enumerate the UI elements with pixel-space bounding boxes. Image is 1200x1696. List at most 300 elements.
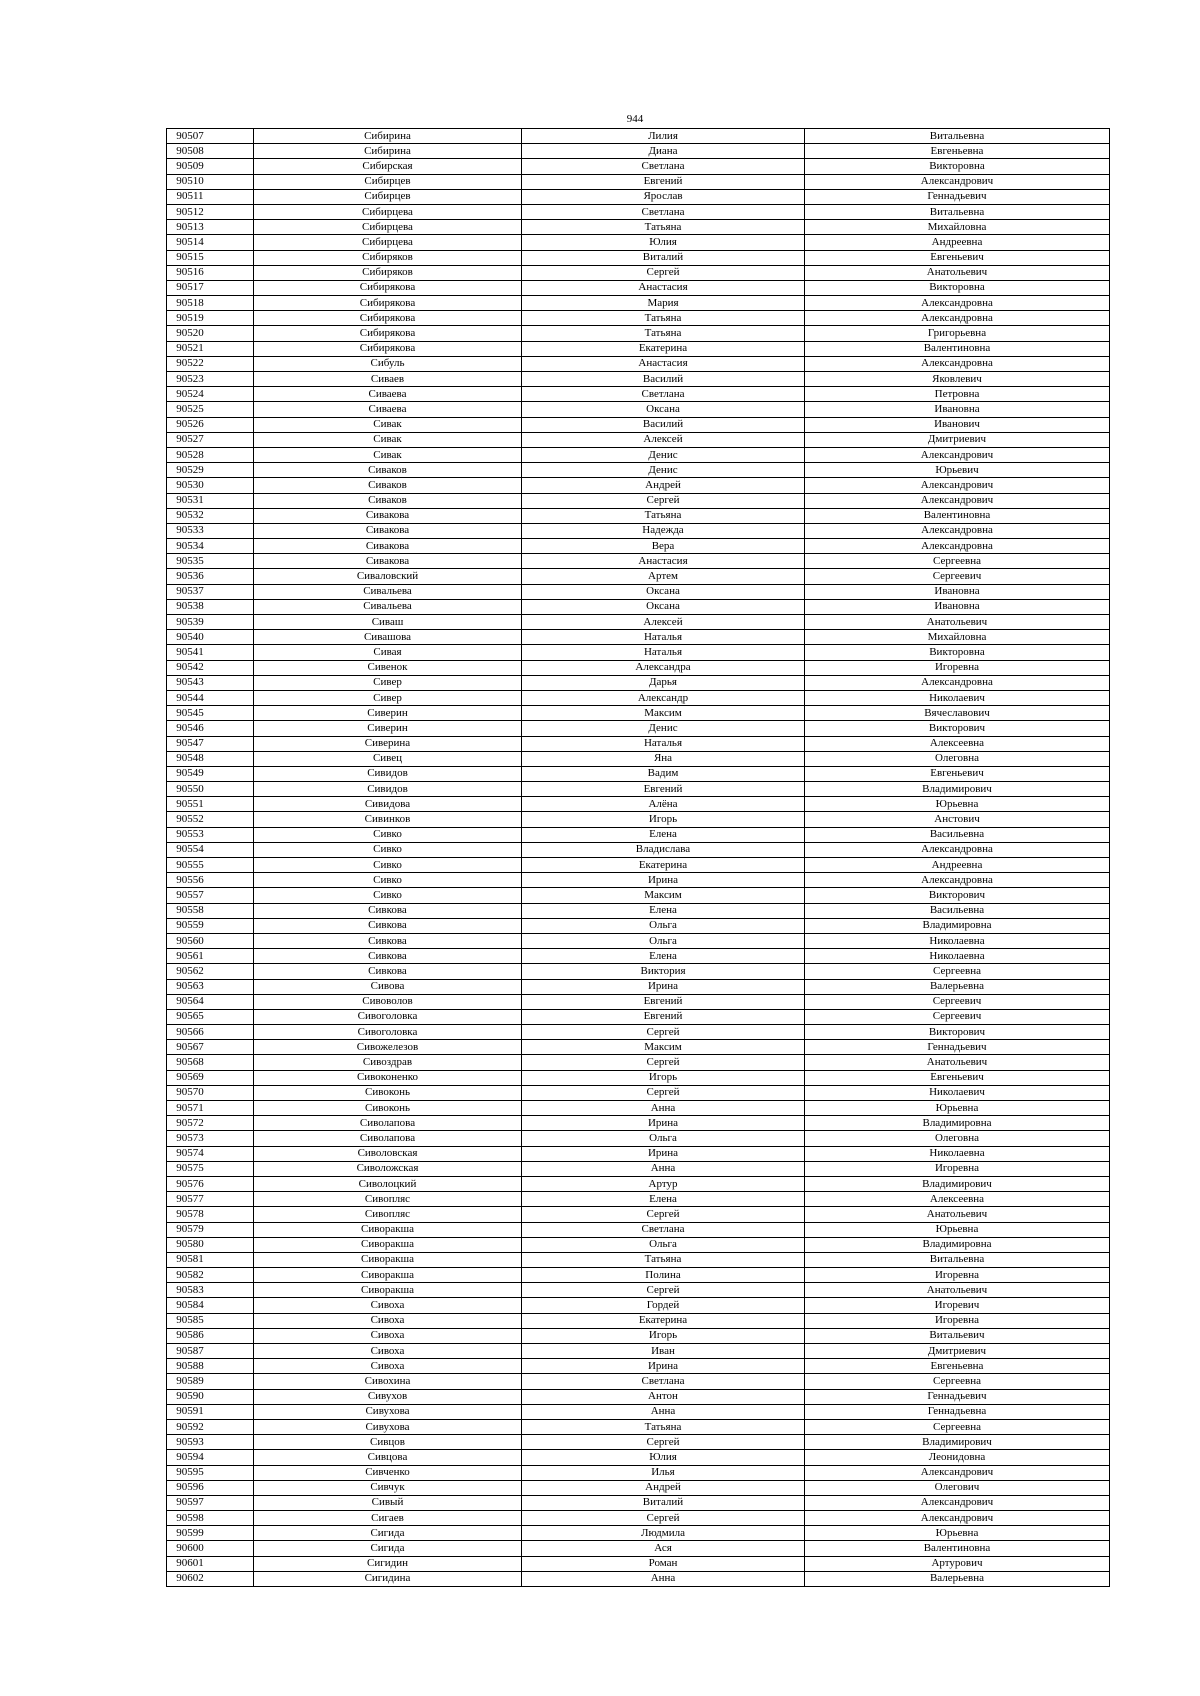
first-name-cell: Алексей (522, 615, 805, 630)
last-name-cell: Сивкова (254, 903, 522, 918)
last-name-cell: Сивко (254, 858, 522, 873)
patronymic-cell: Игоревна (805, 1161, 1110, 1176)
last-name-cell: Сивоха (254, 1313, 522, 1328)
record-number-cell: 90554 (167, 842, 254, 857)
first-name-cell: Анна (522, 1571, 805, 1586)
patronymic-cell: Михайловна (805, 220, 1110, 235)
last-name-cell: Сивидова (254, 797, 522, 812)
patronymic-cell: Ивановна (805, 402, 1110, 417)
table-row (167, 539, 1110, 554)
record-number-cell: 90592 (167, 1419, 254, 1434)
last-name-cell: Сивоволов (254, 994, 522, 1009)
record-number-cell: 90535 (167, 554, 254, 569)
patronymic-cell: Григорьевна (805, 326, 1110, 341)
record-number-cell: 90533 (167, 523, 254, 538)
patronymic-cell: Викторовна (805, 280, 1110, 295)
last-name-cell: Сивкова (254, 933, 522, 948)
record-number-cell: 90588 (167, 1359, 254, 1374)
patronymic-cell: Александрович (805, 447, 1110, 462)
record-number-cell: 90557 (167, 888, 254, 903)
first-name-cell: Ирина (522, 979, 805, 994)
patronymic-cell: Александровна (805, 873, 1110, 888)
first-name-cell: Юлия (522, 235, 805, 250)
first-name-cell: Ольга (522, 1237, 805, 1252)
table-row (167, 478, 1110, 493)
table-row (167, 189, 1110, 204)
patronymic-cell: Александрович (805, 174, 1110, 189)
patronymic-cell: Александровна (805, 539, 1110, 554)
table-row (167, 888, 1110, 903)
last-name-cell: Сивидов (254, 782, 522, 797)
patronymic-cell: Валерьевна (805, 979, 1110, 994)
record-number-cell: 90548 (167, 751, 254, 766)
patronymic-cell: Витальевна (805, 129, 1110, 144)
record-number-cell: 90518 (167, 296, 254, 311)
table-row (167, 873, 1110, 888)
first-name-cell: Денис (522, 463, 805, 478)
last-name-cell: Сиваков (254, 493, 522, 508)
patronymic-cell: Дмитриевич (805, 432, 1110, 447)
patronymic-cell: Юрьевна (805, 797, 1110, 812)
patronymic-cell: Николаевна (805, 949, 1110, 964)
patronymic-cell: Викторович (805, 888, 1110, 903)
table-row (167, 144, 1110, 159)
record-number-cell: 90523 (167, 372, 254, 387)
patronymic-cell: Игоревна (805, 1313, 1110, 1328)
record-number-cell: 90583 (167, 1283, 254, 1298)
last-name-cell: Сигидина (254, 1571, 522, 1586)
record-number-cell: 90539 (167, 615, 254, 630)
last-name-cell: Сибирякова (254, 341, 522, 356)
patronymic-cell: Витальевна (805, 1252, 1110, 1267)
table-row (167, 417, 1110, 432)
record-number-cell: 90541 (167, 645, 254, 660)
first-name-cell: Максим (522, 1040, 805, 1055)
record-number-cell: 90566 (167, 1025, 254, 1040)
table-row (167, 1283, 1110, 1298)
first-name-cell: Анна (522, 1404, 805, 1419)
patronymic-cell: Витальевна (805, 204, 1110, 219)
first-name-cell: Елена (522, 1192, 805, 1207)
patronymic-cell: Анатольевич (805, 265, 1110, 280)
patronymic-cell: Валентиновна (805, 508, 1110, 523)
last-name-cell: Сивец (254, 751, 522, 766)
record-number-cell: 90575 (167, 1161, 254, 1176)
last-name-cell: Сивцова (254, 1450, 522, 1465)
record-number-cell: 90596 (167, 1480, 254, 1495)
first-name-cell: Евгений (522, 174, 805, 189)
table-row (167, 341, 1110, 356)
record-number-cell: 90560 (167, 933, 254, 948)
record-number-cell: 90517 (167, 280, 254, 295)
table-row (167, 1313, 1110, 1328)
record-number-cell: 90595 (167, 1465, 254, 1480)
last-name-cell: Сибиряков (254, 265, 522, 280)
first-name-cell: Анастасия (522, 356, 805, 371)
table-row (167, 402, 1110, 417)
first-name-cell: Яна (522, 751, 805, 766)
last-name-cell: Сибиряков (254, 250, 522, 265)
table-row (167, 1389, 1110, 1404)
first-name-cell: Анастасия (522, 280, 805, 295)
table-row (167, 949, 1110, 964)
last-name-cell: Сивухова (254, 1404, 522, 1419)
record-number-cell: 90551 (167, 797, 254, 812)
last-name-cell: Сибирякова (254, 311, 522, 326)
last-name-cell: Сибирякова (254, 326, 522, 341)
patronymic-cell: Михайловна (805, 630, 1110, 645)
table-row (167, 508, 1110, 523)
table-row (167, 751, 1110, 766)
last-name-cell: Сивер (254, 690, 522, 705)
record-number-cell: 90552 (167, 812, 254, 827)
first-name-cell: Ольга (522, 933, 805, 948)
table-row (167, 1146, 1110, 1161)
table-row (167, 782, 1110, 797)
last-name-cell: Сивинков (254, 812, 522, 827)
table-row (167, 706, 1110, 721)
first-name-cell: Екатерина (522, 858, 805, 873)
last-name-cell: Сиволоцкий (254, 1176, 522, 1191)
record-number-cell: 90524 (167, 387, 254, 402)
first-name-cell: Ирина (522, 1146, 805, 1161)
last-name-cell: Сиворакша (254, 1252, 522, 1267)
patronymic-cell: Викторовна (805, 645, 1110, 660)
last-name-cell: Сибирякова (254, 296, 522, 311)
table-row (167, 630, 1110, 645)
record-number-cell: 90561 (167, 949, 254, 964)
first-name-cell: Светлана (522, 159, 805, 174)
last-name-cell: Сиверина (254, 736, 522, 751)
table-row (167, 736, 1110, 751)
patronymic-cell: Николаевич (805, 690, 1110, 705)
table-row (167, 174, 1110, 189)
record-number-cell: 90532 (167, 508, 254, 523)
record-number-cell: 90536 (167, 569, 254, 584)
table-row (167, 660, 1110, 675)
patronymic-cell: Геннадьевич (805, 189, 1110, 204)
record-number-cell: 90530 (167, 478, 254, 493)
patronymic-cell: Александровна (805, 311, 1110, 326)
record-number-cell: 90569 (167, 1070, 254, 1085)
record-number-cell: 90585 (167, 1313, 254, 1328)
last-name-cell: Сиволожская (254, 1161, 522, 1176)
table-row (167, 858, 1110, 873)
last-name-cell: Сивцов (254, 1435, 522, 1450)
record-number-cell: 90570 (167, 1085, 254, 1100)
record-number-cell: 90590 (167, 1389, 254, 1404)
last-name-cell: Сивоголовка (254, 1025, 522, 1040)
table-row (167, 1419, 1110, 1434)
patronymic-cell: Александрович (805, 1495, 1110, 1510)
first-name-cell: Денис (522, 721, 805, 736)
first-name-cell: Елена (522, 903, 805, 918)
first-name-cell: Максим (522, 706, 805, 721)
table-row (167, 690, 1110, 705)
patronymic-cell: Геннадьевна (805, 1404, 1110, 1419)
record-number-cell: 90556 (167, 873, 254, 888)
record-number-cell: 90521 (167, 341, 254, 356)
last-name-cell: Сивоконенко (254, 1070, 522, 1085)
first-name-cell: Алёна (522, 797, 805, 812)
patronymic-cell: Владимирович (805, 1176, 1110, 1191)
patronymic-cell: Николаевна (805, 933, 1110, 948)
patronymic-cell: Николаевна (805, 1146, 1110, 1161)
last-name-cell: Сивкова (254, 949, 522, 964)
first-name-cell: Анастасия (522, 554, 805, 569)
first-name-cell: Артур (522, 1176, 805, 1191)
table-row (167, 1222, 1110, 1237)
last-name-cell: Сиворакша (254, 1237, 522, 1252)
table-row (167, 554, 1110, 569)
record-number-cell: 90513 (167, 220, 254, 235)
first-name-cell: Дарья (522, 675, 805, 690)
patronymic-cell: Владимировна (805, 1237, 1110, 1252)
patronymic-cell: Евгеньевич (805, 1070, 1110, 1085)
patronymic-cell: Анатольевич (805, 1283, 1110, 1298)
last-name-cell: Сигида (254, 1526, 522, 1541)
table-row (167, 523, 1110, 538)
table-row (167, 1009, 1110, 1024)
patronymic-cell: Алексеевна (805, 736, 1110, 751)
record-number-cell: 90586 (167, 1328, 254, 1343)
last-name-cell: Сибирцев (254, 174, 522, 189)
first-name-cell: Елена (522, 827, 805, 842)
record-number-cell: 90512 (167, 204, 254, 219)
patronymic-cell: Евгеньевич (805, 250, 1110, 265)
last-name-cell: Сивченко (254, 1465, 522, 1480)
record-number-cell: 90510 (167, 174, 254, 189)
last-name-cell: Сивакова (254, 508, 522, 523)
first-name-cell: Ольга (522, 918, 805, 933)
page-number: 944 (626, 113, 644, 125)
last-name-cell: Сиваков (254, 478, 522, 493)
first-name-cell: Илья (522, 1465, 805, 1480)
first-name-cell: Роман (522, 1556, 805, 1571)
patronymic-cell: Александрович (805, 1511, 1110, 1526)
table-row (167, 1465, 1110, 1480)
first-name-cell: Вадим (522, 766, 805, 781)
first-name-cell: Сергей (522, 1207, 805, 1222)
table-row (167, 387, 1110, 402)
table-row (167, 1176, 1110, 1191)
last-name-cell: Сивашова (254, 630, 522, 645)
record-number-cell: 90597 (167, 1495, 254, 1510)
first-name-cell: Андрей (522, 478, 805, 493)
first-name-cell: Наталья (522, 736, 805, 751)
first-name-cell: Александра (522, 660, 805, 675)
record-number-cell: 90522 (167, 356, 254, 371)
first-name-cell: Светлана (522, 1374, 805, 1389)
last-name-cell: Сивухова (254, 1419, 522, 1434)
table-row (167, 432, 1110, 447)
last-name-cell: Сивальева (254, 584, 522, 599)
first-name-cell: Надежда (522, 523, 805, 538)
record-number-cell: 90515 (167, 250, 254, 265)
record-number-cell: 90600 (167, 1541, 254, 1556)
patronymic-cell: Олеговна (805, 1131, 1110, 1146)
first-name-cell: Оксана (522, 584, 805, 599)
patronymic-cell: Васильевна (805, 827, 1110, 842)
record-number-cell: 90520 (167, 326, 254, 341)
first-name-cell: Екатерина (522, 341, 805, 356)
first-name-cell: Артем (522, 569, 805, 584)
record-number-cell: 90514 (167, 235, 254, 250)
first-name-cell: Екатерина (522, 1313, 805, 1328)
last-name-cell: Сивова (254, 979, 522, 994)
last-name-cell: Сивкова (254, 964, 522, 979)
table-row (167, 204, 1110, 219)
table-row (167, 1161, 1110, 1176)
patronymic-cell: Олеговна (805, 751, 1110, 766)
table-row (167, 1495, 1110, 1510)
first-name-cell: Татьяна (522, 508, 805, 523)
patronymic-cell: Евгеньевна (805, 1359, 1110, 1374)
table-row (167, 1252, 1110, 1267)
first-name-cell: Виктория (522, 964, 805, 979)
last-name-cell: Сивко (254, 888, 522, 903)
table-row (167, 1511, 1110, 1526)
table-row (167, 964, 1110, 979)
first-name-cell: Полина (522, 1268, 805, 1283)
record-number-cell: 90509 (167, 159, 254, 174)
record-number-cell: 90531 (167, 493, 254, 508)
record-number-cell: 90543 (167, 675, 254, 690)
last-name-cell: Сигида (254, 1541, 522, 1556)
last-name-cell: Сивакова (254, 523, 522, 538)
last-name-cell: Сивко (254, 842, 522, 857)
last-name-cell: Сибуль (254, 356, 522, 371)
patronymic-cell: Александрович (805, 478, 1110, 493)
last-name-cell: Сибирцева (254, 204, 522, 219)
patronymic-cell: Юрьевна (805, 1101, 1110, 1116)
last-name-cell: Сивко (254, 873, 522, 888)
patronymic-cell: Владимирович (805, 1435, 1110, 1450)
roster-table (166, 128, 1110, 1587)
table-row (167, 1237, 1110, 1252)
table-row (167, 1404, 1110, 1419)
last-name-cell: Сиваловский (254, 569, 522, 584)
last-name-cell: Сивожелезов (254, 1040, 522, 1055)
record-number-cell: 90527 (167, 432, 254, 447)
patronymic-cell: Юрьевна (805, 1526, 1110, 1541)
first-name-cell: Сергей (522, 1435, 805, 1450)
patronymic-cell: Ивановна (805, 584, 1110, 599)
patronymic-cell: Иванович (805, 417, 1110, 432)
table-row (167, 569, 1110, 584)
table-row (167, 1571, 1110, 1586)
table-row (167, 599, 1110, 614)
patronymic-cell: Артурович (805, 1556, 1110, 1571)
table-row (167, 918, 1110, 933)
first-name-cell: Василий (522, 372, 805, 387)
patronymic-cell: Сергеевна (805, 964, 1110, 979)
first-name-cell: Ирина (522, 873, 805, 888)
table-row (167, 372, 1110, 387)
first-name-cell: Ирина (522, 1116, 805, 1131)
record-number-cell: 90594 (167, 1450, 254, 1465)
patronymic-cell: Владимировна (805, 1116, 1110, 1131)
last-name-cell: Сивак (254, 417, 522, 432)
patronymic-cell: Игоревна (805, 660, 1110, 675)
first-name-cell: Владислава (522, 842, 805, 857)
last-name-cell: Сибирина (254, 129, 522, 144)
table-row (167, 1374, 1110, 1389)
first-name-cell: Сергей (522, 1055, 805, 1070)
patronymic-cell: Александровна (805, 842, 1110, 857)
last-name-cell: Сивохина (254, 1374, 522, 1389)
last-name-cell: Сиверин (254, 721, 522, 736)
record-number-cell: 90534 (167, 539, 254, 554)
first-name-cell: Игорь (522, 1070, 805, 1085)
table-row (167, 1480, 1110, 1495)
first-name-cell: Анна (522, 1161, 805, 1176)
last-name-cell: Сибирякова (254, 280, 522, 295)
table-row (167, 296, 1110, 311)
record-number-cell: 90573 (167, 1131, 254, 1146)
table-row (167, 1450, 1110, 1465)
first-name-cell: Ирина (522, 1359, 805, 1374)
table-row (167, 250, 1110, 265)
record-number-cell: 90584 (167, 1298, 254, 1313)
table-row (167, 463, 1110, 478)
first-name-cell: Людмила (522, 1526, 805, 1541)
record-number-cell: 90546 (167, 721, 254, 736)
last-name-cell: Сигидин (254, 1556, 522, 1571)
last-name-cell: Сивоконь (254, 1085, 522, 1100)
last-name-cell: Сивопляс (254, 1207, 522, 1222)
patronymic-cell: Александрович (805, 1465, 1110, 1480)
first-name-cell: Наталья (522, 630, 805, 645)
record-number-cell: 90589 (167, 1374, 254, 1389)
table-row (167, 1055, 1110, 1070)
record-number-cell: 90544 (167, 690, 254, 705)
first-name-cell: Ярослав (522, 189, 805, 204)
last-name-cell: Сивко (254, 827, 522, 842)
first-name-cell: Юлия (522, 1450, 805, 1465)
table-row (167, 1344, 1110, 1359)
patronymic-cell: Вячеславович (805, 706, 1110, 721)
record-number-cell: 90562 (167, 964, 254, 979)
patronymic-cell: Викторович (805, 1025, 1110, 1040)
table-row (167, 159, 1110, 174)
table-row (167, 797, 1110, 812)
patronymic-cell: Геннадьевич (805, 1389, 1110, 1404)
patronymic-cell: Алексеевна (805, 1192, 1110, 1207)
table-row (167, 1541, 1110, 1556)
last-name-cell: Сивопляс (254, 1192, 522, 1207)
last-name-cell: Сивая (254, 645, 522, 660)
last-name-cell: Сибирцева (254, 235, 522, 250)
patronymic-cell: Сергеевич (805, 994, 1110, 1009)
first-name-cell: Светлана (522, 387, 805, 402)
table-row (167, 1116, 1110, 1131)
first-name-cell: Мария (522, 296, 805, 311)
table-row (167, 1207, 1110, 1222)
first-name-cell: Лилия (522, 129, 805, 144)
record-number-cell: 90581 (167, 1252, 254, 1267)
last-name-cell: Сиваш (254, 615, 522, 630)
patronymic-cell: Ивановна (805, 599, 1110, 614)
record-number-cell: 90540 (167, 630, 254, 645)
record-number-cell: 90555 (167, 858, 254, 873)
last-name-cell: Сивоголовка (254, 1009, 522, 1024)
table-row (167, 1070, 1110, 1085)
record-number-cell: 90511 (167, 189, 254, 204)
table-row (167, 675, 1110, 690)
first-name-cell: Оксана (522, 402, 805, 417)
patronymic-cell: Владимирович (805, 782, 1110, 797)
